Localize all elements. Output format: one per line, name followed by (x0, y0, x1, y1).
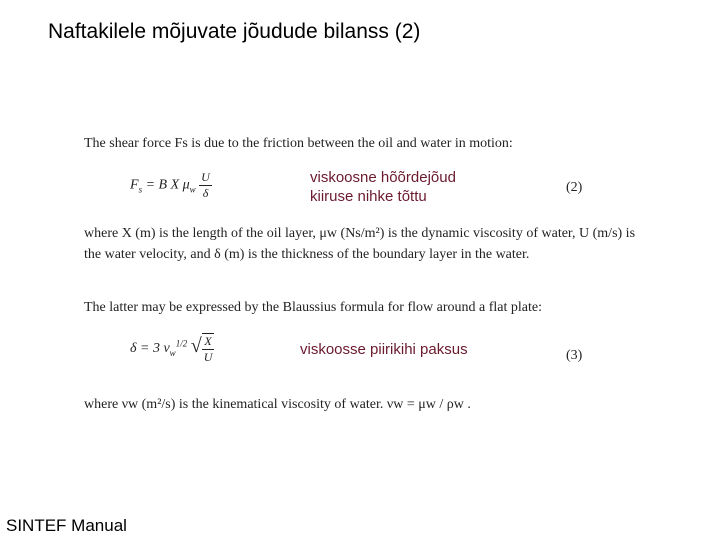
equation-3: δ = 3 $\nu_w^{1/2}$ √ $\frac{X}{U}$ (130, 334, 213, 364)
equation-3-number: (3) (566, 348, 583, 363)
blasius-intro: The latter may be expressed by the Blaussius formula for flow around a flat plate: (84, 300, 542, 315)
annotation-line: kiiruse nihke tõttu (310, 188, 427, 205)
equation-3-annotation: viskoosse piirikihi paksus (300, 341, 468, 358)
equation-2-number: (2) (566, 180, 583, 195)
variable-definition-line: the water velocity, and δ (m) is the thickness of the boundary layer in the water. (84, 247, 530, 262)
kinematic-viscosity-line: where νw (m²/s) is the kinematical viscosity of water. νw = μw / ρw . (84, 397, 471, 412)
equation-2-annotation (310, 168, 456, 206)
shear-force-intro: The shear force Fs is due to the friction between the oil and water in motion: (84, 136, 513, 151)
equation-2: $F_s = B$ X $\mu_w$ $\frac{U}{\delta}$ (130, 170, 210, 200)
slide-title: Naftakilele mõjuvate jõudude bilanss (2) (48, 20, 421, 43)
source-label: SINTEF Manual (6, 516, 127, 535)
variable-definition-line: where X (m) is the length of the oil layer, μw (Ns/m²) is the dynamic viscosity of water, U (m/s) is (84, 226, 636, 241)
annotation-line: viskoosne hõõrdejõud (310, 169, 456, 186)
